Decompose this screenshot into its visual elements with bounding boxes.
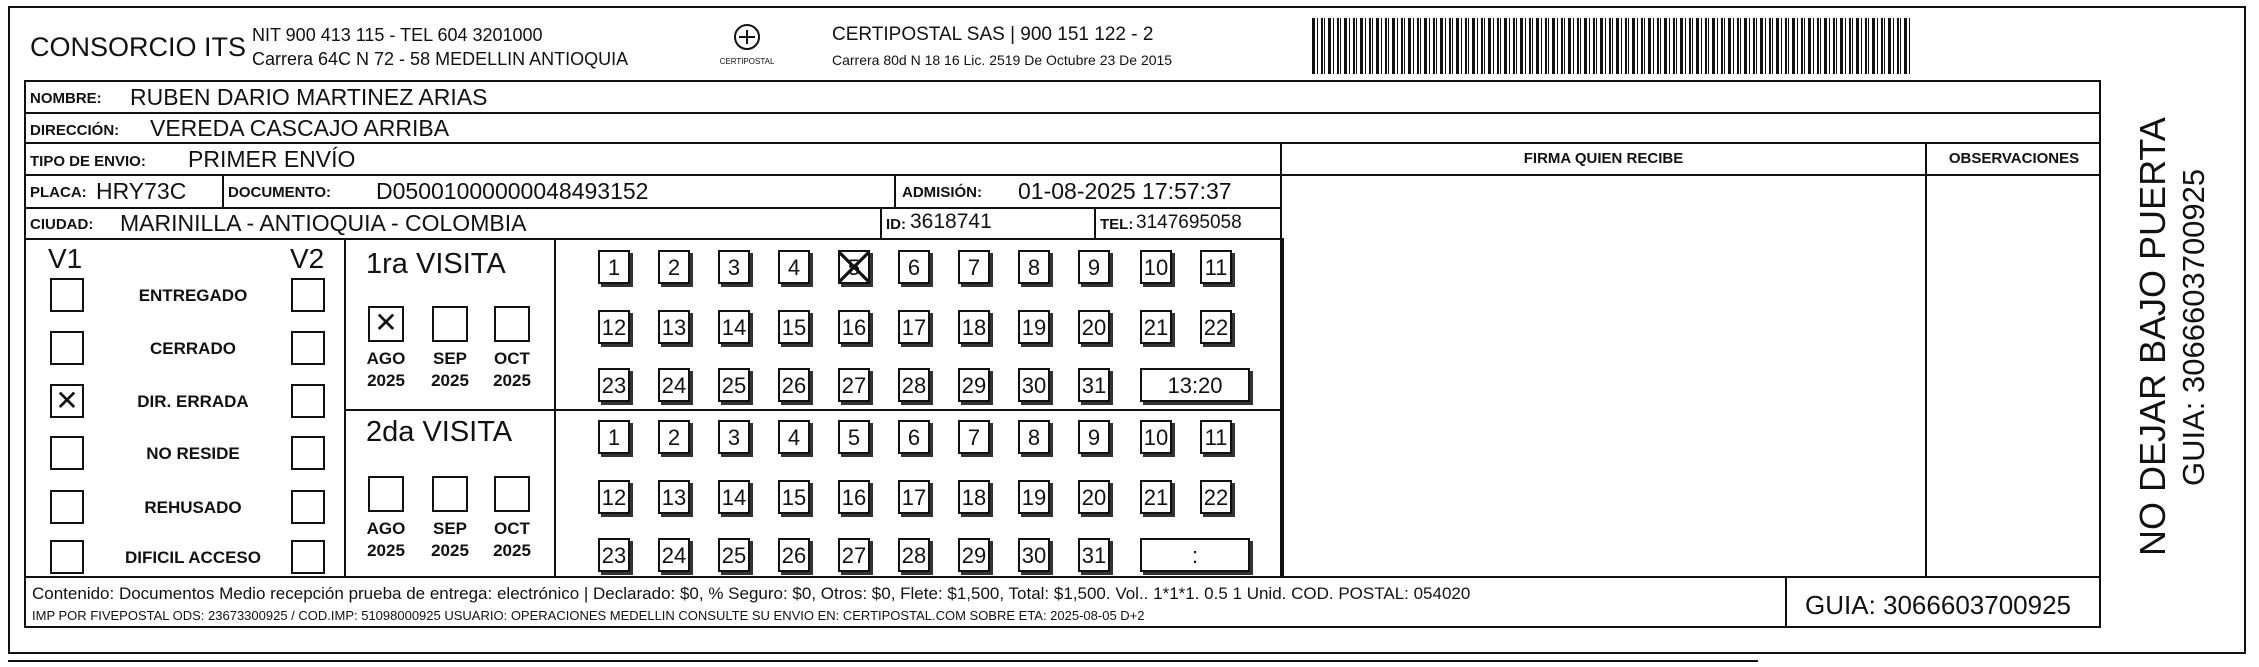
visit1-day-box[interactable]: 13 — [658, 310, 690, 344]
visit2-day-box[interactable]: 10 — [1140, 420, 1172, 454]
direccion-value: VEREDA CASCAJO ARRIBA — [150, 115, 450, 141]
documento-value: D05001000000048493152 — [376, 178, 649, 204]
visit2-month-checkbox[interactable] — [368, 476, 404, 512]
visit2-title: 2da VISITA — [366, 416, 513, 448]
nombre-value: RUBEN DARIO MARTINEZ ARIAS — [130, 84, 488, 110]
row-line — [24, 112, 2101, 114]
company-line-1: NIT 900 413 115 - TEL 604 3201000 — [252, 25, 543, 45]
visit2-day-box[interactable]: 31 — [1078, 538, 1110, 572]
firma-header: FIRMA QUIEN RECIBE — [1523, 150, 1684, 167]
visit2-day-box[interactable]: 29 — [958, 538, 990, 572]
v1-label: V1 — [48, 243, 83, 274]
visit2-day-box[interactable]: 17 — [898, 480, 930, 514]
visit2-month-label: OCT — [494, 519, 530, 538]
visit1-month-label: OCT — [494, 349, 530, 368]
row-line — [24, 142, 2101, 144]
documento-label: DOCUMENTO: — [228, 184, 332, 201]
tel-value: 3147695058 — [1136, 212, 1242, 233]
carrier-line-1: CERTIPOSTAL SAS | 900 151 122 - 2 — [832, 24, 1154, 45]
tipo-value: PRIMER ENVÍO — [188, 146, 356, 172]
visit1-day-box[interactable]: 18 — [958, 310, 990, 344]
visit1-day-box[interactable]: 16 — [838, 310, 870, 344]
col-line — [880, 207, 882, 239]
col-line — [554, 238, 556, 576]
col-line — [1925, 142, 1927, 578]
visit2-time-box[interactable]: : — [1140, 538, 1250, 572]
visit1-month-checkbox[interactable] — [432, 306, 468, 342]
visit2-day-box[interactable]: 11 — [1200, 420, 1232, 454]
visit2-day-box[interactable]: 4 — [778, 420, 810, 454]
visit2-day-box[interactable]: 14 — [718, 480, 750, 514]
visit2-day-box[interactable]: 21 — [1140, 480, 1172, 514]
v2-checkbox[interactable] — [291, 540, 325, 574]
visit1-day-box[interactable]: 26 — [778, 368, 810, 402]
visit2-day-box[interactable]: 25 — [718, 538, 750, 572]
visit2-day-box[interactable]: 6 — [898, 420, 930, 454]
logo-text: CERTIPOSTAL — [719, 57, 775, 66]
visit2-day-box[interactable]: 30 — [1018, 538, 1050, 572]
visit1-month-label: AGO — [366, 349, 406, 368]
visit1-day-box[interactable]: 29 — [958, 368, 990, 402]
admision-label: ADMISIÓN: — [902, 184, 982, 201]
v1-checkbox[interactable] — [50, 436, 84, 470]
visit-divider — [344, 409, 1281, 411]
visit2-day-box[interactable]: 13 — [658, 480, 690, 514]
visit2-day-box[interactable]: 1 — [598, 420, 630, 454]
company-name: CONSORCIO ITS — [30, 32, 247, 62]
visit1-day-box[interactable]: 14 — [718, 310, 750, 344]
v2-checkbox[interactable] — [291, 278, 325, 312]
visit1-year-label: 2025 — [431, 371, 469, 390]
visit2-day-box[interactable]: 16 — [838, 480, 870, 514]
visit1-year-label: 2025 — [367, 371, 405, 390]
visit1-day-box[interactable]: 22 — [1200, 310, 1232, 344]
row-line — [24, 174, 2101, 176]
visit1-day-box[interactable]: 9 — [1078, 250, 1110, 284]
footer-line-1: Contenido: Documentos Medio recepción prueba de entrega: electrónico | Declarado: $0, % Seguro: $0, Otros: $0, Flete: $1,500, Total: $1,500. Vol.. 1*1*1. 0.5 1 Unid. COD. POSTAL: 054020 — [32, 584, 1471, 603]
visit2-day-box[interactable]: 27 — [838, 538, 870, 572]
visit1-day-box[interactable]: 19 — [1018, 310, 1050, 344]
visit2-day-box[interactable]: 2 — [658, 420, 690, 454]
visit1-day-box[interactable]: 8 — [1018, 250, 1050, 284]
visit2-year-label: 2025 — [493, 541, 531, 560]
visit2-day-box[interactable]: 7 — [958, 420, 990, 454]
col-line — [1282, 238, 1284, 576]
ciudad-label: CIUDAD: — [30, 216, 94, 233]
id-label: ID: — [886, 216, 906, 233]
row-line — [24, 576, 2101, 578]
status-label: CERRADO — [150, 339, 236, 358]
visit2-day-box[interactable]: 22 — [1200, 480, 1232, 514]
visit2-year-label: 2025 — [431, 541, 469, 560]
v2-checkbox[interactable] — [291, 384, 325, 418]
visit1-day-box[interactable]: 11 — [1200, 250, 1232, 284]
visit2-year-label: 2025 — [367, 541, 405, 560]
visit1-day-box[interactable]: 5 — [838, 250, 870, 284]
visit1-day-box[interactable]: 12 — [598, 310, 630, 344]
status-label: DIFICIL ACCESO — [124, 548, 261, 567]
logo-mark-icon — [730, 22, 764, 52]
col-line — [222, 174, 224, 208]
visit2-month-label: AGO — [366, 519, 406, 538]
visit1-title: 1ra VISITA — [366, 248, 506, 280]
visit1-day-box[interactable]: 23 — [598, 368, 630, 402]
col-line — [1785, 576, 1787, 628]
visit2-month-label: SEP — [432, 519, 468, 538]
visit2-day-box[interactable]: 26 — [778, 538, 810, 572]
footer-line-2: IMP POR FIVEPOSTAL ODS: 23673300925 / COD.IMP: 51098000925 USUARIO: OPERACIONES MEDELLIN CONSULTE SU ENVIO EN: CERTIPOSTAL.COM SOBRE ETA: 2025-08-05 D+2 — [32, 608, 1145, 623]
side-guia: GUIA: 3066603700925 — [2176, 168, 2211, 486]
visit1-year-label: 2025 — [493, 371, 531, 390]
placa-value: HRY73C — [96, 178, 187, 204]
footer-guia: GUIA: 3066603700925 — [1805, 590, 2071, 620]
nombre-label: NOMBRE: — [30, 90, 102, 107]
visit2-day-box[interactable]: 12 — [598, 480, 630, 514]
visit2-day-box[interactable]: 19 — [1018, 480, 1050, 514]
status-label: NO RESIDE — [146, 444, 240, 463]
visit2-month-checkbox[interactable] — [432, 476, 468, 512]
visit2-day-box[interactable]: 3 — [718, 420, 750, 454]
bottom-rule — [8, 660, 1758, 662]
company-line-2: Carrera 64C N 72 - 58 MEDELLIN ANTIOQUIA — [252, 49, 629, 69]
status-label: REHUSADO — [144, 498, 242, 517]
col-line — [344, 238, 346, 576]
ciudad-value: MARINILLA - ANTIOQUIA - COLOMBIA — [120, 210, 527, 236]
visit2-day-box[interactable]: 8 — [1018, 420, 1050, 454]
visit2-day-box[interactable]: 15 — [778, 480, 810, 514]
v2-checkbox[interactable] — [291, 331, 325, 365]
visit1-month-label: SEP — [432, 349, 468, 368]
barcode — [1312, 18, 1910, 74]
v2-checkbox[interactable] — [291, 436, 325, 470]
visit1-day-box[interactable]: 1 — [598, 250, 630, 284]
visit1-day-box[interactable]: 15 — [778, 310, 810, 344]
visit1-day-box[interactable]: 30 — [1018, 368, 1050, 402]
visit1-day-box[interactable]: 6 — [898, 250, 930, 284]
observaciones-header: OBSERVACIONES — [1948, 150, 2080, 167]
id-value: 3618741 — [910, 210, 992, 233]
certipostal-logo — [712, 22, 782, 72]
visit1-day-box[interactable]: 4 — [778, 250, 810, 284]
visit1-day-box[interactable]: 31 — [1078, 368, 1110, 402]
visit1-day-box[interactable]: 28 — [898, 368, 930, 402]
admision-value: 01-08-2025 17:57:37 — [1018, 178, 1232, 204]
visit2-day-box[interactable]: 23 — [598, 538, 630, 572]
v2-checkbox[interactable] — [291, 490, 325, 524]
visit2-day-box[interactable]: 9 — [1078, 420, 1110, 454]
visit1-day-box[interactable]: 2 — [658, 250, 690, 284]
visit1-time-box[interactable]: 13:20 — [1140, 368, 1250, 402]
placa-label: PLACA: — [30, 184, 87, 201]
v1-checkbox[interactable] — [50, 540, 84, 574]
status-label: DIR. ERRADA — [137, 392, 249, 411]
visit2-day-box[interactable]: 28 — [898, 538, 930, 572]
visit2-day-box[interactable]: 5 — [838, 420, 870, 454]
visit1-month-checkbox[interactable]: ✕ — [368, 306, 404, 342]
visit2-day-box[interactable]: 24 — [658, 538, 690, 572]
visit1-day-box[interactable]: 21 — [1140, 310, 1172, 344]
visit1-day-box[interactable]: 3 — [718, 250, 750, 284]
tipo-label: TIPO DE ENVIO: — [30, 153, 146, 170]
side-notice: NO DEJAR BAJO PUERTA — [2132, 117, 2173, 556]
visit1-day-box[interactable]: 10 — [1140, 250, 1172, 284]
visit1-month-checkbox[interactable] — [494, 306, 530, 342]
carrier-line-2: Carrera 80d N 18 16 Lic. 2519 De Octubre 23 De 2015 — [832, 52, 1173, 68]
v1-checkbox[interactable] — [50, 490, 84, 524]
visit2-month-checkbox[interactable] — [494, 476, 530, 512]
visit1-day-box[interactable]: 27 — [838, 368, 870, 402]
visit2-day-box[interactable]: 20 — [1078, 480, 1110, 514]
v1-checkbox[interactable] — [50, 331, 84, 365]
visit2-day-box[interactable]: 18 — [958, 480, 990, 514]
visit1-day-box[interactable]: 17 — [898, 310, 930, 344]
col-line — [1094, 207, 1096, 239]
visit1-day-box[interactable]: 25 — [718, 368, 750, 402]
visit1-day-box[interactable]: 20 — [1078, 310, 1110, 344]
col-line — [894, 174, 896, 208]
status-label: ENTREGADO — [138, 286, 248, 305]
visit1-day-box[interactable]: 7 — [958, 250, 990, 284]
direccion-label: DIRECCIÓN: — [30, 122, 120, 139]
visit1-day-box[interactable]: 24 — [658, 368, 690, 402]
v1-checkbox[interactable] — [50, 278, 84, 312]
tel-label: TEL: — [1100, 216, 1134, 233]
v2-label: V2 — [290, 243, 325, 274]
v1-checkbox[interactable]: ✕ — [50, 384, 84, 418]
